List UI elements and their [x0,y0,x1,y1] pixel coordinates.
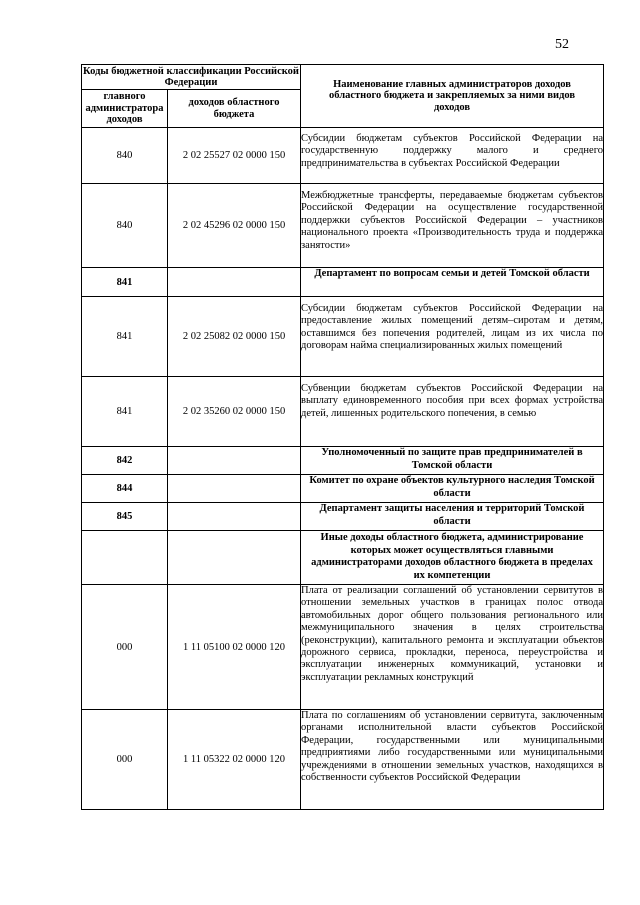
table-row [82,128,604,184]
table-row-section [82,503,604,531]
budget-codes-table [81,64,604,810]
administrator-name: Уполномоченный по защите прав предпринимателей в Томской области [301,447,604,475]
income-description: Субвенции бюджетам субъектов Российской Федерации на выплату единовременного пособия при всех формах устройства детей, лишенных родительского попечения, в семью [301,377,604,447]
table-row-section [82,447,604,475]
administrator-name: Департамент по вопросам семьи и детей Томской области [301,268,604,297]
table-row [82,297,604,377]
header-codes-group: Коды бюджетной классификации Российской Федерации [83,65,299,88]
admin-code: 841 [82,377,168,447]
administrator-name: Департамент защиты населения и территорий Томской области [301,503,604,531]
table-row-section [82,531,604,585]
income-code: 2 02 45296 02 0000 150 [168,184,301,268]
income-code [168,268,301,297]
header-admin-column: главного администратора доходов [82,90,168,128]
administrator-name: Комитет по охране объектов культурного наследия Томской области [301,475,604,503]
table-row [82,585,604,710]
admin-code: 000 [82,585,168,710]
income-code [168,503,301,531]
income-code: 1 11 05322 02 0000 120 [168,710,301,810]
income-description: Плата по соглашениям об установлении сервитута, заключенным органами исполнительной власти субъектов Российской Федерации, государственными или муниципальными предприятиями либо государственными или муниципальными учреждениями в отношении земельных участков, находящихся в собственности субъектов Российской Федерации [301,710,604,810]
header-income-column: доходов областного бюджета [168,90,301,128]
page-number: 52 [555,37,569,52]
admin-code: 844 [82,475,168,503]
admin-code: 840 [82,128,168,184]
table-header-row [82,65,604,90]
table-row [82,710,604,810]
admin-code: 000 [82,710,168,810]
admin-code: 841 [82,268,168,297]
other-income-heading: Иные доходы областного бюджета, администрирование которых может осуществляться главными администраторами доходов областного бюджета в пределах их компетенции [301,531,604,585]
admin-code: 840 [82,184,168,268]
income-code [168,447,301,475]
table-row [82,377,604,447]
header-name-column: Наименование главных администраторов доходов областного бюджета и закрепляемых за ними видов доходов [301,65,604,128]
table-row [82,184,604,268]
admin-code: 845 [82,503,168,531]
admin-code: 842 [82,447,168,475]
table-row-section [82,475,604,503]
table-row-section [82,268,604,297]
income-code [168,475,301,503]
income-code: 2 02 35260 02 0000 150 [168,377,301,447]
income-code: 2 02 25527 02 0000 150 [168,128,301,184]
admin-code [82,531,168,585]
income-description: Субсидии бюджетам субъектов Российской Федерации на государственную поддержку малого и среднего предпринимательства в субъектах Российской Федерации [301,128,604,184]
income-code: 2 02 25082 02 0000 150 [168,297,301,377]
income-description: Плата от реализации соглашений об установлении сервитутов в отношении земельных участков в границах полос отвода автомобильных дорог общего пользования регионального или межмуниципального значения в целях строительства (реконструкции), капитального ремонта и эксплуатации объектов дорожного сервиса, прокладки, переноса, переустройства и эксплуатации инженерных коммуникаций, установки и эксплуатации рекламных конструкций [301,585,604,710]
income-description: Межбюджетные трансферты, передаваемые бюджетам субъектов Российской Федерации на осуществление государственной поддержки субъектов Российской Федерации – участников национального проекта «Производительность труда и поддержка занятости» [301,184,604,268]
income-code: 1 11 05100 02 0000 120 [168,585,301,710]
admin-code: 841 [82,297,168,377]
income-description: Субсидии бюджетам субъектов Российской Федерации на предоставление жилых помещений детям–сиротам и детям, оставшимся без попечения родителей, лицам из их числа по договорам найма специализированных жилых помещений [301,297,604,377]
income-code [168,531,301,585]
